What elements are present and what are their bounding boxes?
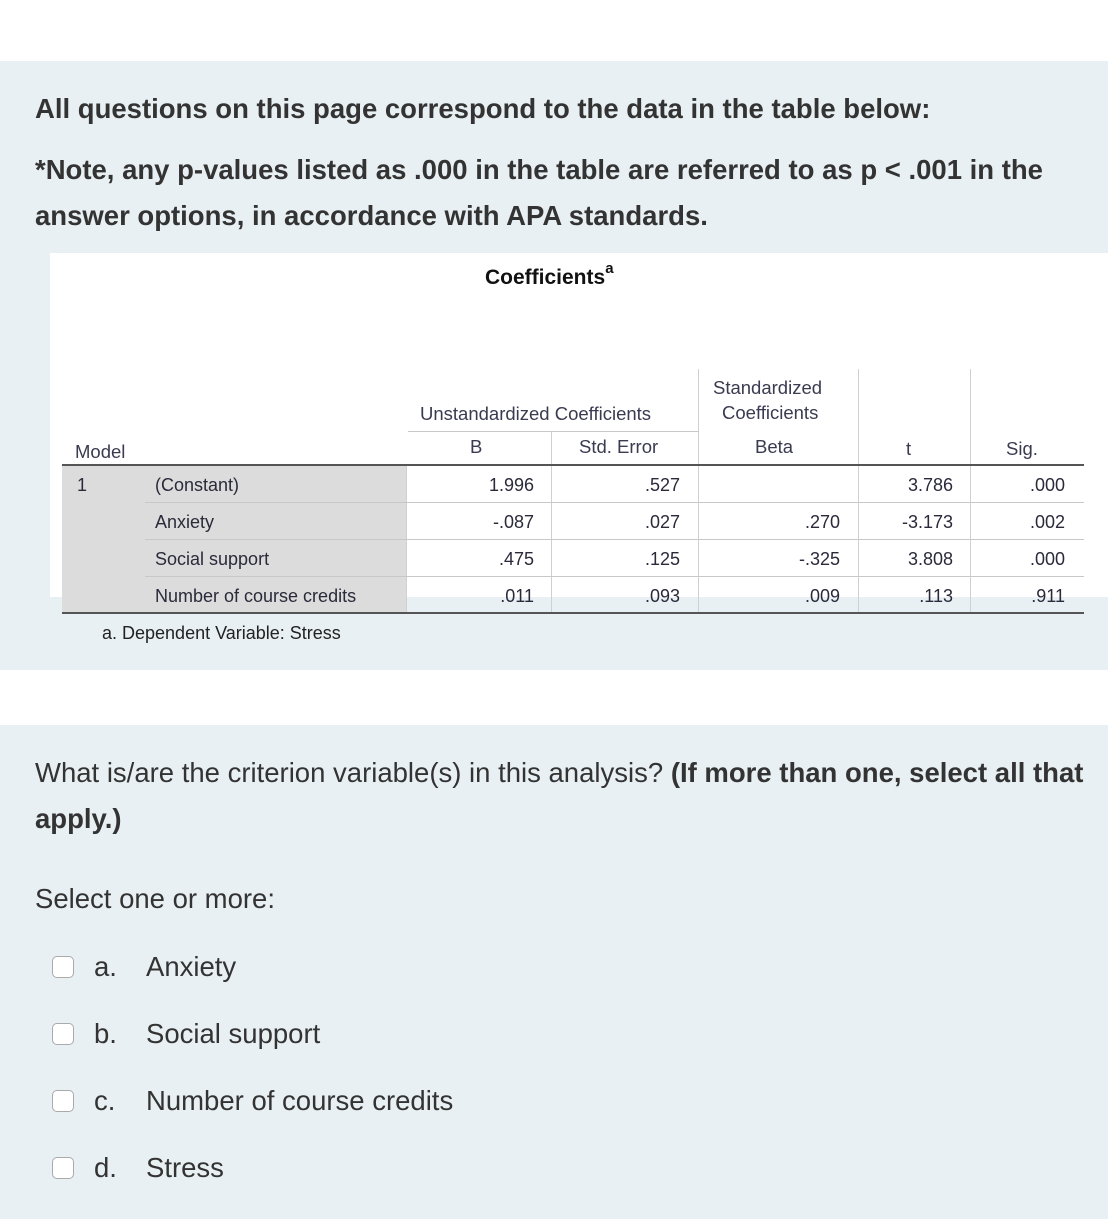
option-label: Number of course credits	[146, 1085, 454, 1116]
cell-b: .475	[498, 549, 534, 569]
table-footnote: a. Dependent Variable: Stress	[102, 623, 341, 643]
cell-se: .093	[644, 586, 680, 606]
header-unstandardized: Unstandardized Coefficients	[420, 403, 652, 424]
cell-se: .527	[644, 475, 680, 495]
row-label: Number of course credits	[155, 586, 357, 606]
row-label: Social support	[155, 549, 270, 569]
row-separator	[145, 502, 1084, 503]
cell-t: -3.173	[901, 512, 953, 532]
header-model: Model	[75, 441, 126, 462]
apa-note: *Note, any p-values listed as .000 in the table are referred to as p < .001 in the answer options, in accordance with APA standards.	[35, 154, 1043, 231]
cell-sig: .911	[1031, 586, 1065, 606]
divider	[970, 369, 971, 466]
cell-beta: .270	[804, 512, 840, 532]
divider	[551, 431, 552, 466]
row-label: (Constant)	[155, 475, 240, 495]
cell-se: .027	[644, 512, 680, 532]
table-title: Coefficients$^a$	[485, 260, 614, 289]
table-bottom-rule	[62, 612, 1084, 614]
option-label: Anxiety	[146, 951, 237, 982]
row-separator	[145, 576, 1084, 577]
option-d[interactable]	[52, 1148, 224, 1188]
divider	[858, 369, 859, 466]
cell-t: 3.808	[907, 549, 953, 569]
cell-t: .113	[919, 586, 953, 606]
cell-sig: .000	[1029, 549, 1065, 569]
option-letter: c.	[94, 1085, 116, 1116]
cell-sig: .000	[1029, 475, 1065, 495]
info-panel	[0, 61, 1108, 670]
option-label: Stress	[146, 1152, 224, 1183]
select-label: Select one or more:	[35, 883, 275, 914]
cell-beta: .009	[804, 586, 840, 606]
info-heading: All questions on this page correspond to the data in the table below:	[35, 93, 931, 124]
model-number: 1	[77, 475, 88, 495]
header-standardized-2: Coefficients	[722, 402, 819, 423]
table-top-rule	[62, 464, 1084, 466]
cell-se: .125	[644, 549, 680, 569]
option-letter: a.	[94, 951, 117, 982]
header-sig: Sig.	[1006, 438, 1038, 459]
option-letter: b.	[94, 1018, 117, 1049]
header-beta: Beta	[755, 436, 794, 457]
question-panel	[0, 725, 1108, 1219]
cell-b: 1.996	[488, 475, 534, 495]
question-text: What is/are the criterion variable(s) in this analysis? (If more than one, select all that apply.)	[35, 757, 1084, 834]
cell-b: -.087	[492, 512, 534, 532]
cell-sig: .002	[1029, 512, 1065, 532]
checkbox-d[interactable]	[52, 1157, 74, 1179]
row-separator	[145, 539, 1084, 540]
header-b: B	[470, 436, 483, 457]
question-emphasis: (If more than one, select all that apply.)	[35, 757, 1084, 834]
option-a[interactable]	[52, 947, 236, 987]
header-std-error: Std. Error	[579, 436, 659, 457]
cell-beta: -.325	[798, 549, 840, 569]
option-letter: d.	[94, 1152, 117, 1183]
header-standardized-1: Standardized	[713, 377, 823, 398]
cell-t: 3.786	[907, 475, 953, 495]
coefficients-table	[50, 253, 1108, 643]
option-label: Social support	[146, 1018, 321, 1049]
header-underline	[408, 431, 698, 432]
cell-b: .011	[500, 586, 534, 606]
header-t: t	[906, 438, 912, 459]
checkbox-c[interactable]	[52, 1090, 74, 1112]
divider	[698, 369, 699, 466]
checkbox-b[interactable]	[52, 1023, 74, 1045]
checkbox-a[interactable]	[52, 956, 74, 978]
row-label: Anxiety	[155, 512, 215, 532]
option-c[interactable]	[52, 1081, 453, 1121]
option-b[interactable]	[52, 1014, 320, 1054]
